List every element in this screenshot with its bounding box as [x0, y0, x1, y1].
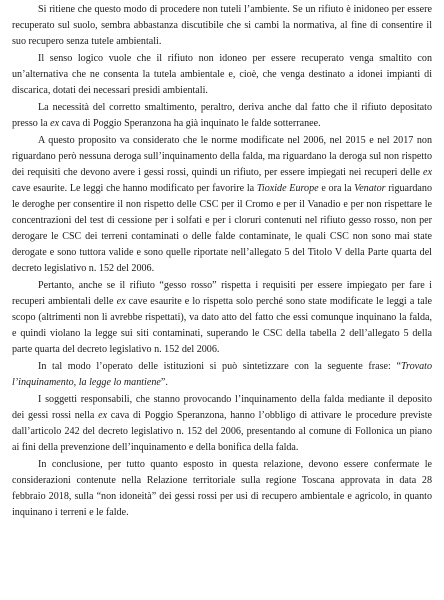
paragraph-7: [12, 392, 432, 456]
text-run: cava di Poggio Speranzona, hanno l’obbligo di attivare le procedure previste dall’articolo 242 del decreto legislativo n. 152 del 2006, presentando al comune di Follonica un piano ai fini della prevenzione dell’inquinamento e della bonifica della falda.: [12, 410, 432, 453]
text-run: riguardano le deroghe per consentire il non rispetto delle CSC per il Cromo e per il Vanadio e per non rispettare le concentrazioni del test di cessione per i solfati e per i cloruri contenuti nel rifiuto gesso rosso, non per derogare le CSC dei terreni contaminati o delle falde contaminate, le quali CSC non sono mai state derogate e sono tuttora valide e sono quelle riportate nell’allegato 5 del Titolo V della Parte quarta del decreto legislativo n. 152 del 2006.: [12, 183, 432, 274]
italic-text: ex: [50, 118, 60, 129]
paragraph-4: [12, 133, 432, 277]
text-run: cave esaurite e lo rispetta solo perché sono state modificate le leggi a tale scopo (altrimenti non li avrebbe rispettati), va dato atto del fatto che essi comunque inquinano la falda, e quindi violano la legge sui siti contaminati, superando le CSC della tabella 2 dell’allegato 5 della parte quarta del decreto legislativo n. 152 del 2006.: [12, 296, 432, 355]
italic-text: ex: [423, 167, 432, 178]
text-run: A questo proposito va considerato che le norme modificate nel 2006, nel 2015 e nel 2017 non riguardano però nessuna deroga sull’inquinamento della falda, ma riguardano la deroga sul non rispetto dei requisiti che devono avere i gessi rossi, quindi un rifiuto, per essere impiegati nei recuperi delle: [12, 135, 432, 178]
paragraph-1: [12, 2, 432, 50]
text-run: ”.: [160, 377, 168, 388]
paragraph-6: [12, 359, 432, 391]
text-run: Il senso logico vuole che il rifiuto non idoneo per essere recuperato venga smaltito con un’alternativa che ne consenta la tutela ambientale e, cioè, che venga destinato a idonei impianti di discarica, dotati dei necessari presidi ambientali.: [12, 53, 432, 96]
paragraph-2: [12, 51, 432, 99]
paragraph-5: [12, 278, 432, 358]
text-run: Pertanto, anche se il rifiuto “gesso rosso” rispetta i requisiti per essere impiegato per fare i recuperi ambientali delle: [12, 280, 432, 307]
text-run: In tal modo l’operato delle istituzioni si può sintetizzare con la seguente frase: “: [38, 361, 401, 372]
text-run: cava di Poggio Speranzona ha già inquinato le falde sotterranee.: [59, 118, 321, 129]
paragraph-8: [12, 457, 432, 521]
text-run: e ora la: [318, 183, 355, 194]
italic-text: ex: [116, 296, 126, 307]
text-run: Si ritiene che questo modo di procedere non tuteli l’ambiente. Se un rifiuto è inidoneo per essere recuperato sul suolo, sembra abbastanza discutibile che si cambi la normativa, al fine di consentire il suo recupero senza tutele ambientali.: [12, 4, 432, 47]
paragraph-3: [12, 100, 432, 132]
italic-text: Venator: [354, 183, 386, 194]
text-run: In conclusione, per tutto quanto esposto in questa relazione, devono essere confermate le considerazioni contenute nella Relazione territoriale sulla regione Toscana approvata in data 28 febbraio 2018, sulla “non idoneità” dei gessi rossi per usi di recupero ambientale e agricolo, in quanto inquinano i terreni e le falde.: [12, 459, 432, 518]
italic-text: ex: [98, 410, 108, 421]
italic-text: Trovato l’inquinamento, la legge lo mantiene: [12, 361, 432, 388]
text-run: I soggetti responsabili, che stanno provocando l’inquinamento della falda mediante il deposito dei gessi rossi nella: [12, 394, 432, 421]
text-run: cave esaurite. Le leggi che hanno modificato per favorire la: [12, 183, 257, 194]
italic-text: Tioxide Europe: [256, 183, 319, 194]
text-run: La necessità del corretto smaltimento, peraltro, deriva anche dal fatto che il rifiuto depositato presso la: [12, 102, 432, 129]
